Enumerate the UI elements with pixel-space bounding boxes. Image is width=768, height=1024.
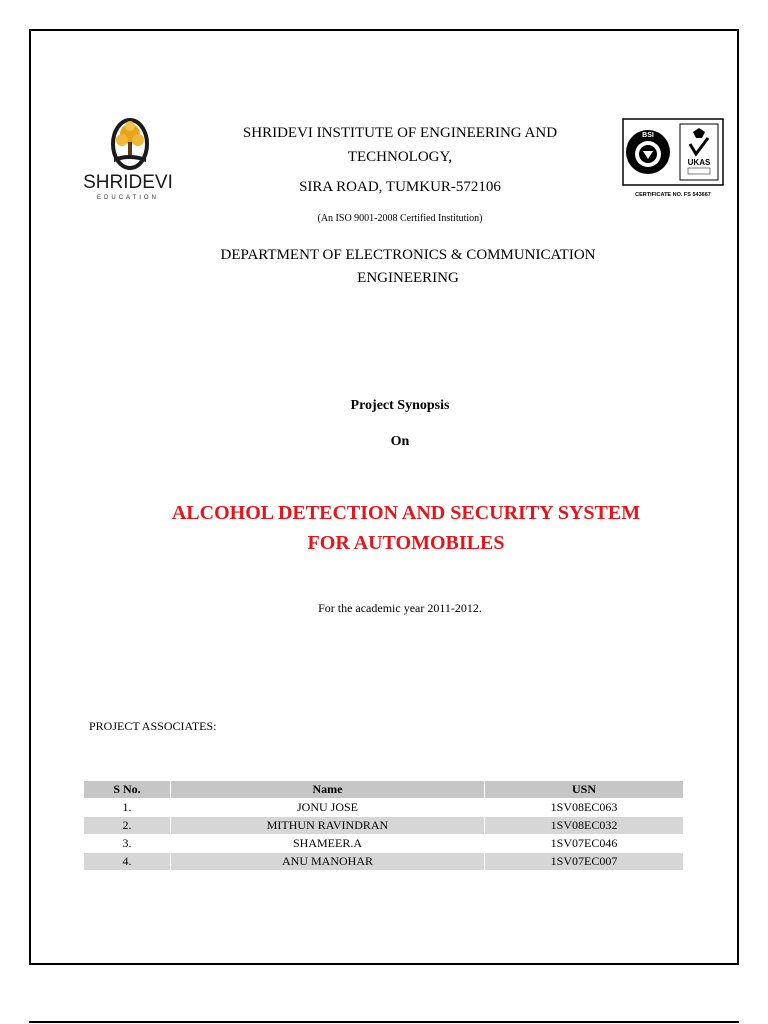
institute-name-line1: SHRIDEVI INSTITUTE OF ENGINEERING AND — [242, 125, 558, 141]
cell-usn: 1SV08EC032 — [485, 817, 684, 835]
cell-usn: 1SV08EC063 — [485, 799, 684, 817]
bsi-ukas-certification-logo — [622, 118, 724, 200]
institute-name-line2: TECHNOLOGY, — [347, 149, 453, 165]
project-title — [110, 498, 702, 558]
table-row — [84, 817, 684, 835]
bsi-text: BSI — [642, 132, 654, 139]
cell-name: SHAMEER.A — [171, 835, 485, 853]
cell-usn: 1SV07EC046 — [485, 835, 684, 853]
cell-name: ANU MANOHAR — [171, 853, 485, 871]
cell-sno: 3. — [84, 835, 171, 853]
department-line1: DEPARTMENT OF ELECTRONICS & COMMUNICATION — [220, 247, 596, 263]
header-usn: USN — [485, 781, 684, 799]
cell-name: MITHUN RAVINDRAN — [171, 817, 485, 835]
header-sno: S No. — [84, 781, 171, 799]
logo-tagline: EDUCATION — [97, 195, 159, 201]
academic-year: For the academic year 2011-2012. — [318, 601, 482, 615]
logo-wordmark: SHRIDEVI — [83, 172, 173, 193]
associates-heading: PROJECT ASSOCIATES: — [89, 719, 217, 733]
cell-sno: 4. — [84, 853, 171, 871]
table-row — [84, 835, 684, 853]
institute-name — [200, 121, 600, 169]
project-title-line2: FOR AUTOMOBILES — [307, 532, 505, 554]
certificate-number: CERTIFICATE NO. FS 543667 — [635, 192, 711, 198]
table-row — [84, 853, 684, 871]
institute-address: SIRA ROAD, TUMKUR-572106 — [299, 179, 501, 195]
table-header-row — [84, 781, 684, 799]
department-line2: ENGINEERING — [357, 270, 459, 286]
department-name — [150, 244, 666, 290]
ukas-text: UKAS — [687, 158, 711, 167]
table-row — [84, 799, 684, 817]
cell-name: JONU JOSE — [171, 799, 485, 817]
cell-sno: 1. — [84, 799, 171, 817]
header-name: Name — [171, 781, 485, 799]
synopsis-label: Project Synopsis — [350, 398, 450, 413]
project-title-line1: ALCOHOL DETECTION AND SECURITY SYSTEM — [171, 502, 641, 524]
iso-certification-note: (An ISO 9001-2008 Certified Institution) — [317, 213, 483, 224]
shridevi-logo — [80, 108, 176, 204]
associates-table — [83, 780, 684, 871]
cell-sno: 2. — [84, 817, 171, 835]
bottom-rule — [29, 1021, 739, 1023]
cell-usn: 1SV07EC007 — [485, 853, 684, 871]
synopsis-on: On — [390, 434, 410, 449]
